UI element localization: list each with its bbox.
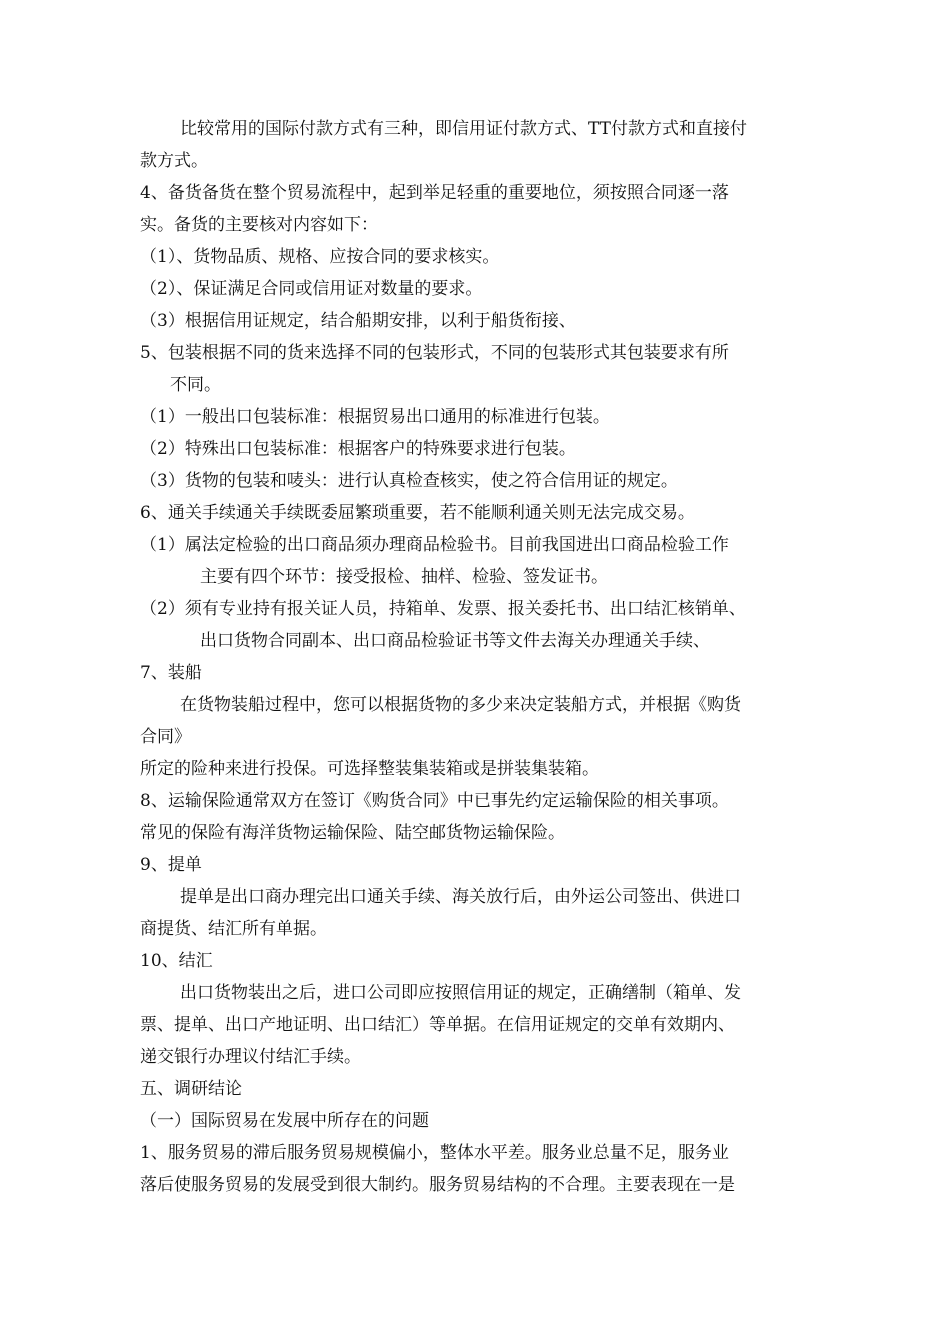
list-item-continuation: 出口货物合同副本、出口商品检验证书等文件去海关办理通关手续、 — [200, 631, 710, 651]
section-heading-9: 9、提单 — [140, 855, 202, 875]
list-item: （3）货物的包装和唛头：进行认真检查核实，使之符合信用证的规定。 — [140, 471, 678, 491]
list-item: （1）一般出口包装标准：根据贸易出口通用的标准进行包装。 — [140, 407, 610, 427]
paragraph-line: 出口货物装出之后，进口公司即应按照信用证的规定，正确缮制（箱单、发 — [180, 983, 741, 1003]
section-heading-8: 8、运输保险通常双方在签订《购货合同》中已事先约定运输保险的相关事项。 — [140, 791, 729, 811]
paragraph-line: 商提货、结汇所有单据。 — [140, 919, 327, 939]
list-item: （3）根据信用证规定，结合船期安排，以利于船货衔接、 — [140, 311, 576, 331]
list-item: （2）须有专业持有报关证人员，持箱单、发票、报关委托书、出口结汇核销单、 — [140, 599, 746, 619]
paragraph-line: 不同。 — [170, 375, 221, 395]
paragraph-line: 落后使服务贸易的发展受到很大制约。服务贸易结构的不合理。主要表现在一是 — [140, 1175, 735, 1195]
paragraph-line: 合同》 — [140, 727, 191, 747]
list-item: （1）属法定检验的出口商品须办理商品检验书。目前我国进出口商品检验工作 — [140, 535, 729, 555]
paragraph-line: 实。备货的主要核对内容如下： — [140, 215, 378, 235]
subsection-heading: （一）国际贸易在发展中所存在的问题 — [140, 1111, 429, 1131]
paragraph-line: 在货物装船过程中，您可以根据货物的多少来决定装船方式，并根据《购货 — [180, 695, 741, 715]
paragraph-line: 比较常用的国际付款方式有三种，即信用证付款方式、TT付款方式和直接付 — [180, 119, 747, 139]
paragraph-line: 票、提单、出口产地证明、出口结汇）等单据。在信用证规定的交单有效期内、 — [140, 1015, 735, 1035]
paragraph-line: 常见的保险有海洋货物运输保险、陆空邮货物运输保险。 — [140, 823, 565, 843]
section-heading-4: 4、备货备货在整个贸易流程中，起到举足轻重的重要地位，须按照合同逐一落 — [140, 183, 729, 203]
section-heading-5: 5、包装根据不同的货来选择不同的包装形式，不同的包装形式其包装要求有所 — [140, 343, 729, 363]
paragraph-line: 1、服务贸易的滞后服务贸易规模偏小，整体水平差。服务业总量不足，服务业 — [140, 1143, 729, 1163]
paragraph-line: 提单是出口商办理完出口通关手续、海关放行后，由外运公司签出、供进口 — [180, 887, 741, 907]
list-item: （2）、保证满足合同或信用证对数量的要求。 — [140, 279, 483, 299]
section-heading-6: 6、通关手续通关手续既委屈繁琐重要，若不能顺利通关则无法完成交易。 — [140, 503, 695, 523]
section-heading-10: 10、结汇 — [140, 951, 213, 971]
list-item: （1）、货物品质、规格、应按合同的要求核实。 — [140, 247, 500, 267]
section-heading-7: 7、装船 — [140, 663, 202, 683]
paragraph-line: 所定的险种来进行投保。可选择整装集装箱或是拼装集装箱。 — [140, 759, 599, 779]
chapter-heading: 五、调研结论 — [140, 1079, 242, 1099]
paragraph-line: 款方式。 — [140, 151, 208, 171]
list-item-continuation: 主要有四个环节：接受报检、抽样、检验、签发证书。 — [200, 567, 608, 587]
paragraph-line: 递交银行办理议付结汇手续。 — [140, 1047, 361, 1067]
list-item: （2）特殊出口包装标准：根据客户的特殊要求进行包装。 — [140, 439, 576, 459]
